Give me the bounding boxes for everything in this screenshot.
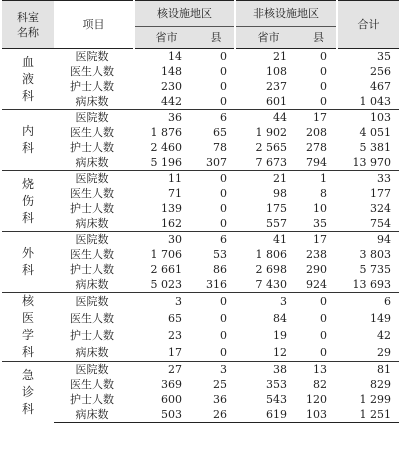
core-province-cell: 71 bbox=[168, 187, 182, 200]
item-label: 医生人数 bbox=[70, 187, 114, 200]
table-row bbox=[2, 140, 399, 155]
total-cell: 29 bbox=[377, 345, 391, 359]
department-name-char: 科 bbox=[21, 401, 34, 416]
table-row bbox=[2, 125, 399, 140]
department-name-char: 科 bbox=[21, 345, 34, 359]
noncore-province-cell: 543 bbox=[266, 393, 287, 406]
item-label: 医院数 bbox=[54, 171, 134, 187]
noncore-county-cell: 10 bbox=[313, 202, 327, 215]
item-label: 病床数 bbox=[75, 278, 109, 291]
item-label: 病床数 bbox=[75, 217, 109, 230]
noncore-county-cell: 0 bbox=[301, 293, 337, 311]
core-province-cell: 1 876 bbox=[150, 126, 182, 139]
item-label: 医院数 bbox=[54, 293, 134, 311]
table-row bbox=[2, 377, 399, 392]
noncore-county-cell: 17 bbox=[301, 110, 337, 126]
table-row bbox=[2, 293, 399, 311]
core-province-cell: 3 bbox=[134, 293, 198, 311]
department-name-char: 烧 bbox=[21, 176, 34, 191]
total-cell: 5 381 bbox=[359, 141, 391, 154]
noncore-county-cell: 278 bbox=[306, 141, 327, 154]
table-row bbox=[2, 407, 399, 423]
total-cell: 4 051 bbox=[359, 126, 391, 139]
noncore-province-cell: 84 bbox=[273, 312, 287, 325]
table-row bbox=[2, 110, 399, 126]
core-province-cell: 148 bbox=[161, 65, 182, 78]
header-noncore-province: 省市 bbox=[235, 27, 301, 49]
noncore-county-cell: 0 bbox=[320, 328, 327, 342]
item-label: 医生人数 bbox=[70, 126, 114, 139]
department-name-char: 科 bbox=[21, 210, 34, 225]
noncore-province-cell: 601 bbox=[266, 95, 287, 108]
noncore-province-cell: 21 bbox=[235, 49, 301, 65]
total-cell: 81 bbox=[337, 362, 399, 378]
noncore-province-cell: 7 673 bbox=[255, 156, 287, 169]
header-noncore-county: 县 bbox=[301, 27, 337, 49]
noncore-county-cell: 0 bbox=[301, 49, 337, 65]
total-cell: 35 bbox=[337, 49, 399, 65]
department-name-char: 伤 bbox=[21, 193, 34, 208]
table-row bbox=[2, 216, 399, 232]
core-county-cell: 316 bbox=[206, 278, 227, 291]
item-label: 医院数 bbox=[54, 362, 134, 378]
noncore-province-cell: 3 bbox=[235, 293, 301, 311]
item-label: 护士人数 bbox=[70, 80, 114, 93]
core-province-cell: 2 460 bbox=[150, 141, 182, 154]
table-row bbox=[2, 232, 399, 248]
core-province-cell: 5 023 bbox=[150, 278, 182, 291]
department-name bbox=[2, 49, 54, 110]
noncore-county-cell: 0 bbox=[320, 65, 327, 78]
total-cell: 13 970 bbox=[352, 156, 391, 169]
core-province-cell: 36 bbox=[134, 110, 198, 126]
table-row bbox=[2, 262, 399, 277]
noncore-county-cell: 208 bbox=[306, 126, 327, 139]
noncore-province-cell: 19 bbox=[273, 328, 287, 342]
table-row bbox=[2, 277, 399, 293]
core-province-cell: 23 bbox=[168, 328, 182, 342]
core-province-cell: 369 bbox=[161, 378, 182, 391]
total-cell: 177 bbox=[370, 187, 391, 200]
table-row bbox=[2, 310, 399, 327]
noncore-province-cell: 1 806 bbox=[255, 248, 287, 261]
noncore-province-cell: 41 bbox=[235, 232, 301, 248]
core-county-cell: 53 bbox=[213, 248, 227, 261]
noncore-province-cell: 38 bbox=[235, 362, 301, 378]
item-label: 护士人数 bbox=[70, 393, 114, 406]
noncore-county-cell: 1 bbox=[301, 171, 337, 187]
noncore-county-cell: 794 bbox=[306, 156, 327, 169]
total-cell: 1 043 bbox=[359, 95, 391, 108]
core-county-cell: 26 bbox=[198, 407, 235, 423]
total-cell: 256 bbox=[370, 65, 391, 78]
department-name bbox=[2, 232, 54, 293]
core-province-cell: 600 bbox=[161, 393, 182, 406]
item-label: 护士人数 bbox=[70, 141, 114, 154]
table-row bbox=[2, 49, 399, 65]
item-label: 医院数 bbox=[54, 49, 134, 65]
core-province-cell: 14 bbox=[134, 49, 198, 65]
noncore-county-cell: 0 bbox=[320, 95, 327, 108]
noncore-province-cell: 21 bbox=[235, 171, 301, 187]
item-label: 病床数 bbox=[54, 407, 134, 423]
table-row bbox=[2, 201, 399, 216]
header-department-line1: 科室 bbox=[17, 10, 39, 24]
department-name-char: 外 bbox=[21, 246, 34, 260]
core-province-cell: 503 bbox=[134, 407, 198, 423]
department-name-char: 医 bbox=[21, 311, 34, 325]
header-department-line2: 名称 bbox=[17, 25, 39, 39]
total-cell: 1 251 bbox=[337, 407, 399, 423]
noncore-province-cell: 1 902 bbox=[255, 126, 287, 139]
core-province-cell: 11 bbox=[134, 171, 198, 187]
core-county-cell: 0 bbox=[220, 65, 227, 78]
noncore-province-cell: 557 bbox=[266, 217, 287, 230]
total-cell: 94 bbox=[337, 232, 399, 248]
total-cell: 3 803 bbox=[359, 248, 391, 261]
noncore-province-cell: 7 430 bbox=[255, 278, 287, 291]
header-total: 合计 bbox=[337, 1, 399, 49]
department-name-char: 核 bbox=[21, 294, 34, 308]
core-province-cell: 230 bbox=[161, 80, 182, 93]
department-name-char: 学 bbox=[21, 328, 34, 342]
core-county-cell: 0 bbox=[220, 202, 227, 215]
noncore-county-cell: 13 bbox=[301, 362, 337, 378]
core-province-cell: 139 bbox=[161, 202, 182, 215]
noncore-province-cell: 353 bbox=[266, 378, 287, 391]
table-row bbox=[2, 186, 399, 201]
item-label: 医院数 bbox=[54, 110, 134, 126]
item-label: 病床数 bbox=[75, 345, 109, 359]
table-row bbox=[2, 79, 399, 94]
table-row bbox=[2, 247, 399, 262]
table-row bbox=[2, 94, 399, 110]
core-province-cell: 442 bbox=[161, 95, 182, 108]
noncore-province-cell: 44 bbox=[235, 110, 301, 126]
item-label: 医生人数 bbox=[70, 378, 114, 391]
core-county-cell: 0 bbox=[220, 187, 227, 200]
item-label: 医生人数 bbox=[70, 65, 114, 78]
noncore-county-cell: 0 bbox=[320, 345, 327, 359]
noncore-province-cell: 98 bbox=[273, 187, 287, 200]
noncore-county-cell: 0 bbox=[320, 80, 327, 93]
total-cell: 42 bbox=[377, 328, 391, 342]
total-cell: 467 bbox=[370, 80, 391, 93]
total-cell: 103 bbox=[337, 110, 399, 126]
core-county-cell: 36 bbox=[213, 393, 227, 406]
item-label: 医生人数 bbox=[70, 312, 114, 325]
noncore-province-cell: 12 bbox=[273, 345, 287, 359]
header-noncore-area: 非核设施地区 bbox=[235, 1, 337, 27]
header-item: 项目 bbox=[54, 1, 134, 49]
noncore-county-cell: 238 bbox=[306, 248, 327, 261]
total-cell: 6 bbox=[337, 293, 399, 311]
department-name-char: 液 bbox=[21, 71, 34, 86]
total-cell: 149 bbox=[370, 312, 391, 325]
core-county-cell: 0 bbox=[220, 312, 227, 325]
total-cell: 33 bbox=[337, 171, 399, 187]
department-name-char: 科 bbox=[21, 263, 34, 277]
department-name-char: 科 bbox=[21, 141, 34, 155]
noncore-province-cell: 237 bbox=[266, 80, 287, 93]
department-name bbox=[2, 293, 54, 362]
noncore-county-cell: 17 bbox=[301, 232, 337, 248]
department-name bbox=[2, 362, 54, 423]
noncore-county-cell: 35 bbox=[313, 217, 327, 230]
core-county-cell: 0 bbox=[220, 345, 227, 359]
noncore-county-cell: 8 bbox=[320, 187, 327, 200]
table-row bbox=[2, 362, 399, 378]
core-province-cell: 162 bbox=[161, 217, 182, 230]
table-row bbox=[2, 344, 399, 362]
noncore-province-cell: 175 bbox=[266, 202, 287, 215]
core-county-cell: 0 bbox=[198, 293, 235, 311]
header-core-area: 核设施地区 bbox=[134, 1, 235, 27]
core-province-cell: 30 bbox=[134, 232, 198, 248]
department-name bbox=[2, 171, 54, 232]
core-province-cell: 1 706 bbox=[150, 248, 182, 261]
core-county-cell: 0 bbox=[220, 95, 227, 108]
noncore-province-cell: 2 565 bbox=[255, 141, 287, 154]
core-county-cell: 0 bbox=[198, 171, 235, 187]
item-label: 医院数 bbox=[54, 232, 134, 248]
core-county-cell: 86 bbox=[213, 263, 227, 276]
total-cell: 13 693 bbox=[352, 278, 391, 291]
item-label: 病床数 bbox=[75, 156, 109, 169]
total-cell: 5 735 bbox=[359, 263, 391, 276]
total-cell: 324 bbox=[370, 202, 391, 215]
noncore-county-cell: 0 bbox=[320, 312, 327, 325]
noncore-county-cell: 290 bbox=[306, 263, 327, 276]
core-province-cell: 65 bbox=[168, 312, 182, 325]
core-county-cell: 65 bbox=[213, 126, 227, 139]
department-name-char: 诊 bbox=[21, 384, 34, 399]
core-county-cell: 0 bbox=[220, 80, 227, 93]
table-body bbox=[2, 49, 399, 423]
core-county-cell: 78 bbox=[213, 141, 227, 154]
department-name-char: 血 bbox=[21, 54, 34, 69]
header-core-county: 县 bbox=[198, 27, 235, 49]
table-header bbox=[2, 1, 399, 49]
hospital-resources-table bbox=[2, 0, 399, 423]
item-label: 病床数 bbox=[75, 95, 109, 108]
noncore-county-cell: 120 bbox=[306, 393, 327, 406]
core-county-cell: 0 bbox=[198, 49, 235, 65]
header-department bbox=[2, 1, 54, 49]
table-row bbox=[2, 64, 399, 79]
core-county-cell: 0 bbox=[220, 328, 227, 342]
core-province-cell: 2 661 bbox=[150, 263, 182, 276]
noncore-province-cell: 619 bbox=[235, 407, 301, 423]
noncore-county-cell: 924 bbox=[306, 278, 327, 291]
core-county-cell: 0 bbox=[220, 217, 227, 230]
core-county-cell: 307 bbox=[206, 156, 227, 169]
total-cell: 754 bbox=[370, 217, 391, 230]
noncore-county-cell: 82 bbox=[313, 378, 327, 391]
core-county-cell: 6 bbox=[198, 110, 235, 126]
department-name bbox=[2, 110, 54, 171]
core-county-cell: 6 bbox=[198, 232, 235, 248]
table-row bbox=[2, 171, 399, 187]
table-row bbox=[2, 327, 399, 344]
department-name-char: 内 bbox=[21, 124, 34, 138]
noncore-province-cell: 2 698 bbox=[255, 263, 287, 276]
core-province-cell: 27 bbox=[134, 362, 198, 378]
table-row bbox=[2, 392, 399, 407]
core-province-cell: 17 bbox=[168, 345, 182, 359]
item-label: 护士人数 bbox=[70, 263, 114, 276]
department-name-char: 科 bbox=[21, 88, 34, 103]
noncore-province-cell: 108 bbox=[266, 65, 287, 78]
item-label: 医生人数 bbox=[70, 248, 114, 261]
item-label: 护士人数 bbox=[70, 202, 114, 215]
department-name-char: 急 bbox=[21, 367, 34, 382]
header-core-province: 省市 bbox=[134, 27, 198, 49]
total-cell: 1 299 bbox=[359, 393, 391, 406]
item-label: 护士人数 bbox=[70, 328, 114, 342]
table-row bbox=[2, 155, 399, 171]
total-cell: 829 bbox=[370, 378, 391, 391]
core-county-cell: 25 bbox=[213, 378, 227, 391]
noncore-county-cell: 103 bbox=[301, 407, 337, 423]
core-county-cell: 3 bbox=[198, 362, 235, 378]
core-province-cell: 5 196 bbox=[150, 156, 182, 169]
